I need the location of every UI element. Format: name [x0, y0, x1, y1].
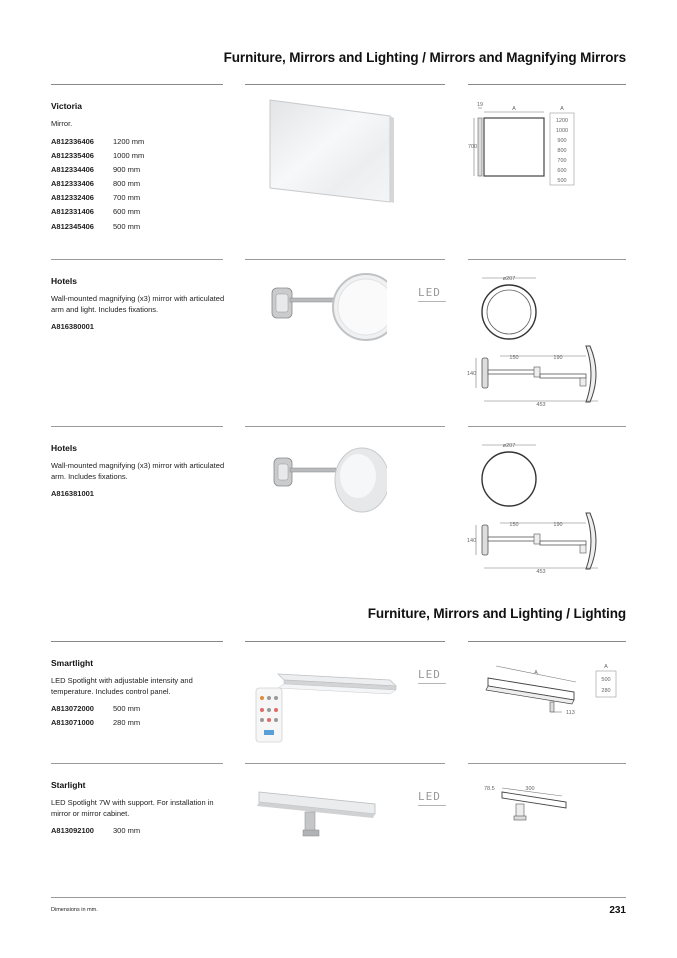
rule	[245, 641, 445, 642]
rule	[468, 763, 626, 764]
dim-label: 150	[509, 522, 519, 528]
dim-label: ø207	[502, 276, 516, 282]
product-code: A816380001	[51, 322, 94, 331]
rule	[468, 426, 626, 427]
product-starlight	[51, 780, 231, 840]
table-row	[51, 207, 144, 221]
product-smartlight	[51, 658, 231, 732]
product-code: A813072000	[51, 704, 94, 713]
dim-label: 140	[467, 538, 477, 544]
dim-label: 78.5	[484, 786, 495, 792]
table-row	[51, 165, 144, 179]
rule	[245, 763, 445, 764]
variant-table	[51, 704, 140, 732]
product-size: 280 mm	[113, 718, 141, 728]
starlight-dimension-drawing	[478, 776, 578, 828]
product-name: Smartlight	[51, 658, 94, 668]
size-option: 1000	[555, 128, 569, 134]
led-badge	[418, 668, 446, 684]
led-badge-text: LED	[418, 790, 441, 803]
size-option: 600	[557, 168, 567, 174]
divider	[418, 805, 446, 806]
product-victoria	[51, 101, 231, 236]
dim-label: 140	[467, 371, 477, 377]
size-option: 900	[557, 138, 567, 144]
rule	[51, 641, 223, 642]
dim-label: A	[512, 106, 516, 112]
dim-label: 453	[536, 402, 546, 408]
led-badge	[418, 790, 446, 806]
hotels-dimension-drawing	[466, 437, 606, 577]
product-code: A812333406	[51, 179, 94, 189]
product-code: A812334406	[51, 164, 94, 174]
product-code: A812332406	[51, 193, 94, 203]
rule	[51, 763, 223, 764]
rule	[468, 641, 626, 642]
dim-label: 700	[468, 144, 478, 150]
product-size: 1000 mm	[113, 150, 145, 160]
product-size: 800 mm	[113, 179, 141, 189]
rule	[245, 426, 445, 427]
product-code: A812331406	[51, 207, 94, 217]
table-row	[51, 137, 144, 151]
size-option: 280	[601, 688, 611, 694]
led-badge	[418, 286, 446, 302]
product-code: A812336406	[51, 136, 94, 146]
table-row	[51, 718, 140, 732]
size-option: 1200	[555, 118, 569, 124]
product-description: Wall-mounted magnifying (x3) mirror with articulated arm and light. Includes fixations.	[51, 294, 225, 314]
dim-label: 453	[536, 569, 546, 575]
led-badge-text: LED	[418, 668, 441, 681]
dim-label: 113	[566, 710, 575, 716]
dim-label: 190	[553, 355, 563, 361]
table-row	[51, 704, 140, 718]
rule	[245, 259, 445, 260]
hotels-mirror-photo	[262, 440, 387, 530]
dim-label: 19	[476, 102, 484, 108]
size-option: 700	[557, 158, 567, 164]
footer-rule	[51, 897, 626, 898]
product-description: Wall-mounted magnifying (x3) mirror with articulated arm. Includes fixations.	[51, 461, 225, 481]
footer-note: Dimensions in mm.	[51, 907, 98, 913]
smartlight-photo	[250, 656, 400, 748]
product-size: 500 mm	[113, 221, 141, 231]
rule	[51, 84, 223, 85]
product-size: 500 mm	[113, 704, 141, 713]
sizes-header: A	[604, 664, 608, 670]
product-hotels-led	[51, 276, 231, 331]
product-name: Hotels	[51, 276, 77, 286]
table-row	[51, 826, 140, 840]
smartlight-dimension-drawing	[480, 660, 630, 722]
rule	[51, 426, 223, 427]
rule	[468, 84, 626, 85]
table-row	[51, 151, 144, 165]
product-code: A812345406	[51, 221, 94, 231]
product-name: Starlight	[51, 780, 86, 790]
victoria-dimension-drawing	[466, 98, 578, 190]
product-code: A812335406	[51, 150, 94, 160]
product-description: LED Spotlight with adjustable intensity and temperature. Includes control panel.	[51, 676, 193, 696]
dim-label: ø207	[502, 443, 516, 449]
product-hotels	[51, 443, 231, 498]
product-size: 700 mm	[113, 193, 141, 203]
product-description: LED Spotlight 7W with support. For installation in mirror or mirror cabinet.	[51, 798, 214, 818]
product-description: Mirror.	[51, 119, 73, 128]
rule	[468, 259, 626, 260]
size-option: 500	[557, 178, 567, 184]
product-code: A813092100	[51, 826, 94, 835]
variant-table	[51, 137, 144, 236]
sizes-header: A	[560, 106, 564, 112]
product-name: Victoria	[51, 101, 83, 111]
product-code: A816381001	[51, 489, 94, 498]
rule	[51, 259, 223, 260]
product-size: 600 mm	[113, 207, 141, 217]
table-row	[51, 179, 144, 193]
victoria-mirror-photo	[262, 96, 402, 206]
section-title-lighting: Furniture, Mirrors and Lighting / Lighting	[367, 606, 626, 621]
product-size: 1200 mm	[113, 136, 145, 146]
rule	[245, 84, 445, 85]
product-size: 300 mm	[113, 826, 141, 835]
divider	[418, 301, 446, 302]
hotels-led-dimension-drawing	[466, 270, 606, 410]
hotels-led-mirror-photo	[262, 272, 387, 362]
section-title-mirrors: Furniture, Mirrors and Lighting / Mirrors and Magnifying Mirrors	[223, 50, 626, 65]
size-option: 800	[557, 148, 567, 154]
product-size: 900 mm	[113, 164, 141, 174]
divider	[418, 683, 446, 684]
variant-table	[51, 826, 140, 840]
page-number: 231	[609, 905, 626, 916]
dim-label: 150	[509, 355, 519, 361]
dim-label: 190	[553, 522, 563, 528]
table-row	[51, 222, 144, 236]
product-code: A813071000	[51, 718, 94, 728]
dim-label: A	[534, 670, 538, 676]
size-option: 500	[601, 677, 611, 683]
starlight-photo	[255, 780, 380, 840]
table-row	[51, 193, 144, 207]
product-name: Hotels	[51, 443, 77, 453]
led-badge-text: LED	[418, 286, 441, 299]
dim-label: 300	[525, 786, 535, 792]
